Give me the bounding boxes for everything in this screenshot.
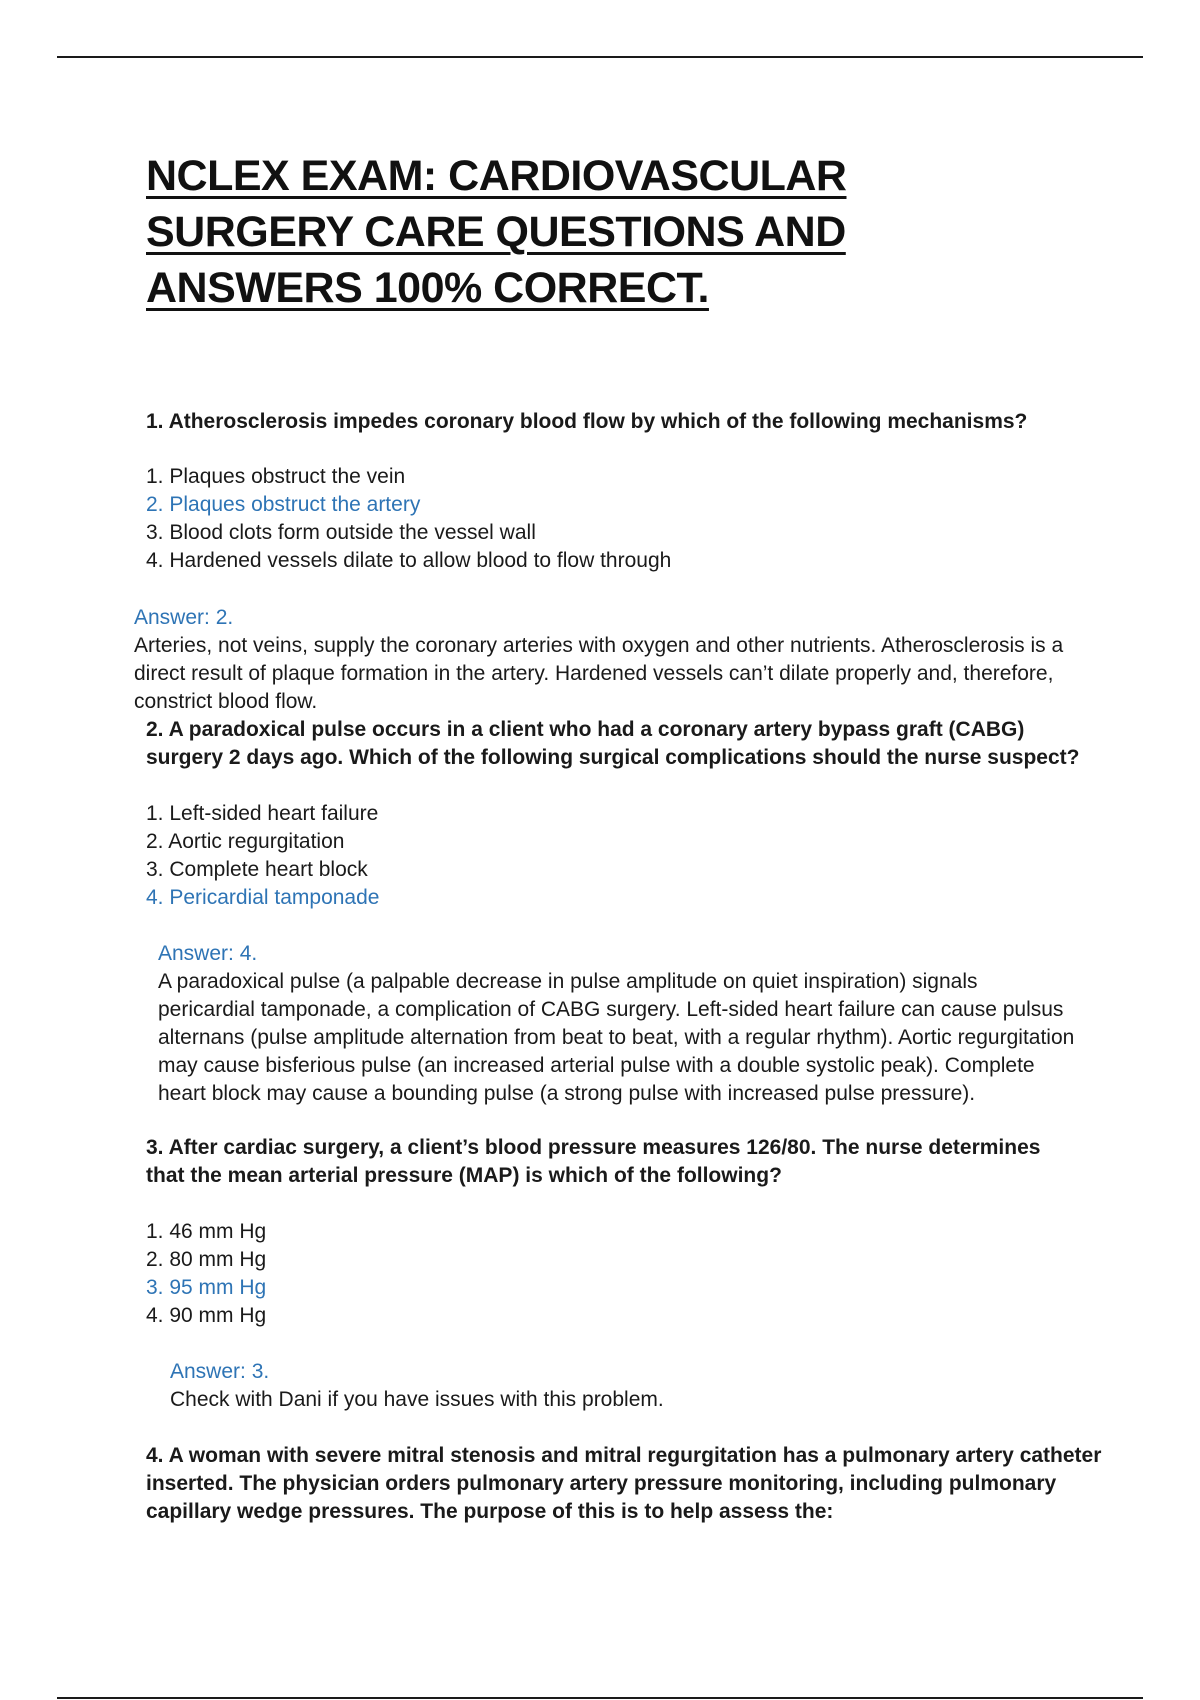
explanation-3: Check with Dani if you have issues with this problem. xyxy=(170,1388,664,1411)
answer-1: Answer: 2. xyxy=(134,606,234,629)
option: 2. 80 mm Hg xyxy=(146,1248,267,1271)
option-correct: 3. 95 mm Hg xyxy=(146,1276,267,1299)
question-1: 1. Atherosclerosis impedes coronary blood flow by which of the following mechanisms? xyxy=(146,410,1028,433)
option-correct: 4. Pericardial tamponade xyxy=(146,886,380,909)
option: 3. Blood clots form outside the vessel wall xyxy=(146,521,536,544)
question-3: 3. After cardiac surgery, a client’s blood pressure measures 126/80. The nurse determines that the mean arterial pressure (MAP) is which of the following? xyxy=(146,1136,1041,1187)
option: 1. Plaques obstruct the vein xyxy=(146,465,406,488)
answer-3: Answer: 3. xyxy=(170,1360,270,1383)
question-4: 4. A woman with severe mitral stenosis and mitral regurgitation has a pulmonary artery catheter inserted. The physician orders pulmonary artery pressure monitoring, including pulmonary capillary wedge pressures. The purpose of this is to help assess the: xyxy=(146,1444,1102,1523)
question-2: 2. A paradoxical pulse occurs in a client who had a coronary artery bypass graft (CABG) surgery 2 days ago. Which of the following surgical complications should the nurse suspect? xyxy=(146,718,1080,769)
page-title: NCLEX EXAM: CARDIOVASCULAR SURGERY CARE QUESTIONS AND ANSWERS 100% CORRECT. xyxy=(146,152,847,312)
question-3-options xyxy=(146,1218,266,1330)
explanation-2: A paradoxical pulse (a palpable decrease in pulse amplitude on quiet inspiration) signals pericardial tamponade, a complication of CABG surgery. Left-sided heart failure can cause pulsus alternans (pulse amplitude alternation from beat to beat, with a regular rhythm). Aortic regurgitation may cause bisferious pulse (an increased arterial pulse with a double systolic peak). Complete heart block may cause a bounding pulse (a strong pulse with increased pulse pressure). xyxy=(158,970,1075,1105)
explanation-1: Arteries, not veins, supply the coronary arteries with oxygen and other nutrients. Atherosclerosis is a direct result of plaque formation in the artery. Hardened vessels can’t dilate properly and, therefore, constrict blood flow. xyxy=(134,634,1064,713)
top-rule xyxy=(57,56,1143,58)
option-correct: 2. Plaques obstruct the artery xyxy=(146,493,421,516)
option: 2. Aortic regurgitation xyxy=(146,830,345,853)
answer-2: Answer: 4. xyxy=(158,942,258,965)
option: 1. Left-sided heart failure xyxy=(146,802,379,825)
option: 4. Hardened vessels dilate to allow blood to flow through xyxy=(146,549,672,572)
option: 1. 46 mm Hg xyxy=(146,1220,267,1243)
bottom-rule xyxy=(57,1697,1143,1699)
option: 4. 90 mm Hg xyxy=(146,1304,267,1327)
question-2-options xyxy=(146,800,379,912)
option: 3. Complete heart block xyxy=(146,858,368,881)
question-1-options xyxy=(146,463,671,575)
